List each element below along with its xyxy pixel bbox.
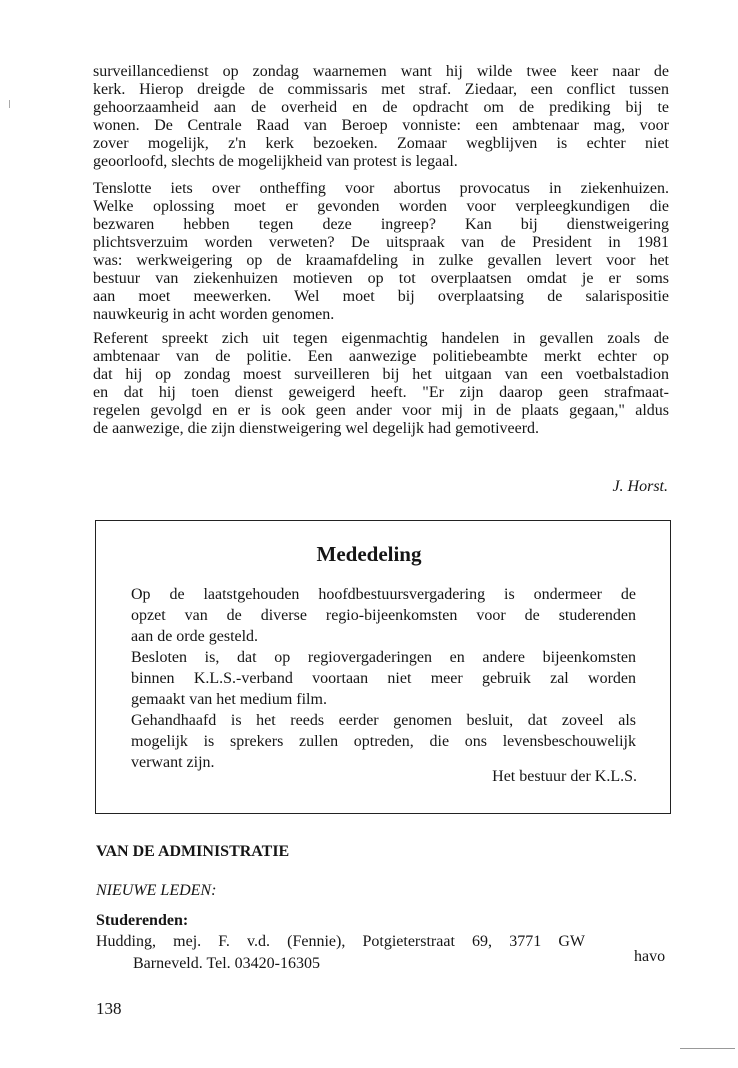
body-line: Tenslotte iets over ontheffing voor abortus provocatus in ziekenhuizen. [93,180,669,197]
notice-line: gemaakt van het medium film. [131,691,327,708]
body-line: bezwaren hebben tegen deze ingreep? Kan bij dienstweigering [93,216,669,233]
notice-line: binnen K.L.S.-verband voortaan niet meer gebruik zal worden [131,670,636,687]
body-line: de aanwezige, die zijn dienstweigering wel degelijk had gemotiveerd. [93,420,540,437]
notice-line: Besloten is, dat op regiovergaderingen en andere bijeenkomsten [131,649,636,666]
notice-line: aan de orde gesteld. [131,628,259,645]
page-number: 138 [96,999,122,1018]
member-entry-line: Hudding, mej. F. v.d. (Fennie), Potgieterstraat 69, 3771 GW [96,933,585,950]
body-line: was: werkweigering op de kraamafdeling in zulke gevallen levert voor het [93,252,669,269]
body-line: regelen gevolgd en er is ook geen ander voor mij in de plaats gegaan," aldus [93,402,669,419]
body-line: wonen. De Centrale Raad van Beroep vonniste: een ambtenaar mag, voor [93,117,669,134]
admin-heading: VAN DE ADMINISTRATIE [96,843,290,860]
body-line: plichtsverzuim worden verweten? De uitspraak van de President in 1981 [93,234,669,251]
notice-line: Op de laatstgehouden hoofdbestuursvergadering is ondermeer de [131,586,636,603]
body-line: surveillancedienst op zondag waarnemen want hij wilde twee keer naar de [93,63,669,80]
scan-edge-line [680,1048,735,1049]
body-line: aan moet meewerken. Wel moet bij overplaatsing de salarispositie [93,288,669,305]
notice-line: mogelijk is sprekers zullen optreden, die ons levensbeschouwelijk [131,733,636,750]
body-line: bestuur van ziekenhuizen motieven op tot overplaatsen omdat je er soms [93,270,669,287]
member-school: havo [634,948,666,965]
body-line: dat hij op zondag moest surveilleren bij het uitgaan van een voetbalstadion [93,366,669,383]
body-line: geoorloofd, slechts de mogelijkheid van protest is legaal. [93,153,458,170]
body-line: gehoorzaamheid aan de overheid en de opdracht om de prediking bij te [93,99,669,116]
body-line: zover mogelijk, z'n kerk bezoeken. Zomaar wegblijven is echter niet [93,135,669,152]
notice-signature: Het bestuur der K.L.S. [492,768,637,785]
body-line: nauwkeurig in acht worden genomen. [93,306,335,323]
member-entry-line: Barneveld. Tel. 03420-16305 [133,955,320,972]
author-signature: J. Horst. [612,478,668,495]
notice-line: opzet van de diverse regio-bijeenkomsten voor de studerenden [131,607,636,624]
body-line: Welke oplossing moet er gevonden worden voor verpleegkundigen die [93,198,669,215]
category-label: Studerenden: [96,912,189,929]
body-line: kerk. Hierop dreigde de commissaris met straf. Ziedaar, een conflict tussen [93,81,669,98]
notice-line: Gehandhaafd is het reeds eerder genomen besluit, dat zoveel als [131,712,636,729]
new-members-subheading: NIEUWE LEDEN: [96,882,217,899]
scan-mark [9,100,10,108]
notice-title: Mededeling [316,542,422,566]
body-line: ambtenaar van de politie. Een aanwezige politiebeambte merkt echter op [93,348,669,365]
body-line: en dat hij toen dienst geweigerd heeft. "Er zijn daarop geen strafmaat- [93,384,669,401]
body-line: Referent spreekt zich uit tegen eigenmachtig handelen in gevallen zoals de [93,330,669,347]
notice-line: verwant zijn. [131,754,215,771]
